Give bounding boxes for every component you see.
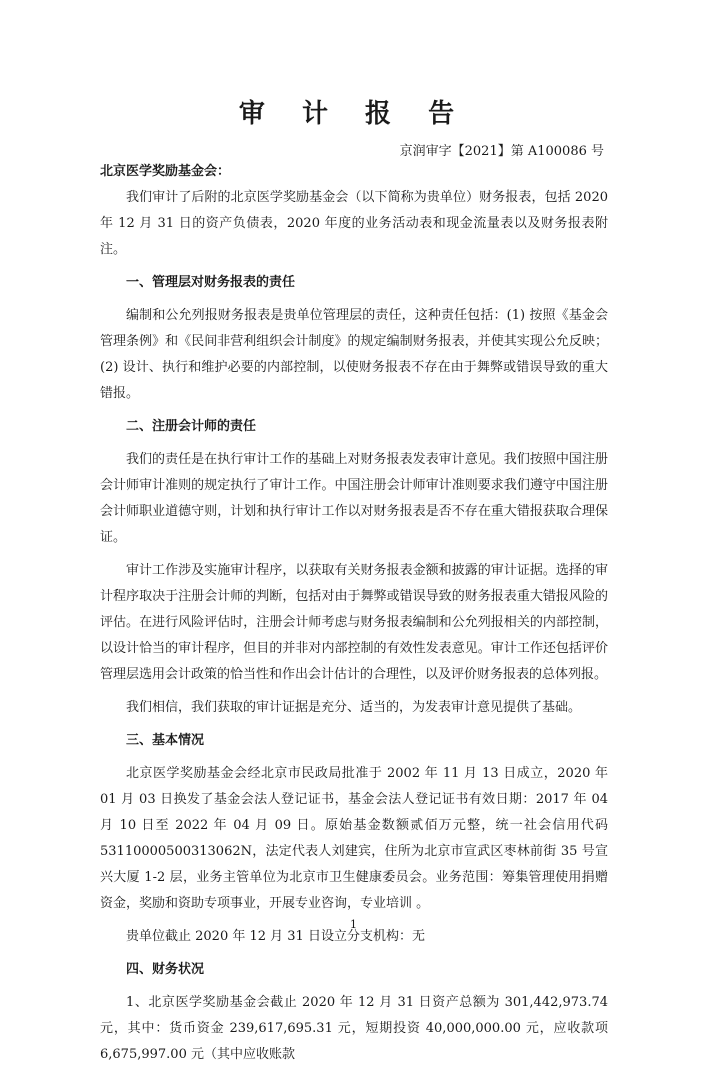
document-number: 京润审字【2021】第 A100086 号 bbox=[399, 144, 604, 159]
basic-info-paragraph-1: 北京医学奖励基金会经北京市民政局批准于 2002 年 11 月 13 日成立，2020 年 01 月 03 日换发了基金会法人登记证书，基金会法人登记证书有效日期：2017 年 04 月 10 日至 2022 年 04 月 09 日。原始基金数额贰佰万元整，统一社会信用代码 53110000500313062N，法定代表人刘建宾，住所为北京市宣武区枣林前街 35 号宣兴大厦 1-2 层，业务主管单位为北京市卫生健康委员会。业务范围：筹集管理使用捐赠资金，奖励和资助专项事业，开展专业咨询，专业培训 。 bbox=[100, 766, 608, 911]
basic-info-paragraph-2: 贵单位截止 2020 年 12 月 31 日设立分支机构：无 bbox=[126, 929, 425, 944]
section-heading-basic-info: 三、基本情况 bbox=[126, 733, 205, 748]
section-heading-auditor: 二、注册会计师的责任 bbox=[126, 419, 257, 434]
intro-paragraph: 我们审计了后附的北京医学奖励基金会（以下简称为贵单位）财务报表，包括 2020 年 12 月 31 日的资产负债表，2020 年度的业务活动表和现金流量表以及财务报表附注。 bbox=[100, 190, 608, 257]
management-responsibility-paragraph: 编制和公允列报财务报表是贵单位管理层的责任，这种责任包括：(1) 按照《基金会管理条例》和《民间非营利组织会计制度》的规定编制财务报表，并使其实现公允反映；(2) 设计、执行和维护必要的内部控制，以使财务报表不存在由于舞弊或错误导致的重大错报。 bbox=[100, 308, 608, 401]
section-heading-financial: 四、财务状况 bbox=[126, 962, 205, 977]
auditor-responsibility-paragraph-3: 我们相信，我们获取的审计证据是充分、适当的，为发表审计意见提供了基础。 bbox=[126, 700, 582, 715]
addressee: 北京医学奖励基金会： bbox=[100, 164, 231, 179]
document-title: 审 计 报 告 bbox=[238, 99, 469, 129]
auditor-responsibility-paragraph-1: 我们的责任是在执行审计工作的基础上对财务报表发表审计意见。我们按照中国注册会计师审计准则的规定执行了审计工作。中国注册会计师审计准则要求我们遵守中国注册会计师职业道德守则，计划和执行审计工作以对财务报表是否不存在重大错报获取合理保证。 bbox=[100, 452, 608, 545]
financial-status-paragraph-1: 1、北京医学奖励基金会截止 2020 年 12 月 31 日资产总额为 301,442,973.74 元，其中：货币资金 239,617,695.31 元，短期投资 40,000,000.00 元，应收款项 6,675,997.00 元（其中应收账款 bbox=[100, 995, 608, 1062]
document-body bbox=[100, 159, 608, 1068]
auditor-responsibility-paragraph-2: 审计工作涉及实施审计程序，以获取有关财务报表金额和披露的审计证据。选择的审计程序取决于注册会计师的判断，包括对由于舞弊或错误导致的财务报表重大错报风险的评估。在进行风险评估时，注册会计师考虑与财务报表编制和公允列报相关的内部控制，以设计恰当的审计程序，但目的并非对内部控制的有效性发表意见。审计工作还包括评价管理层选用会计政策的恰当性和作出会计估计的合理性，以及评价财务报表的总体列报。 bbox=[100, 563, 608, 682]
section-heading-management: 一、管理层对财务报表的责任 bbox=[126, 275, 296, 290]
page-number: 1 bbox=[350, 918, 357, 931]
